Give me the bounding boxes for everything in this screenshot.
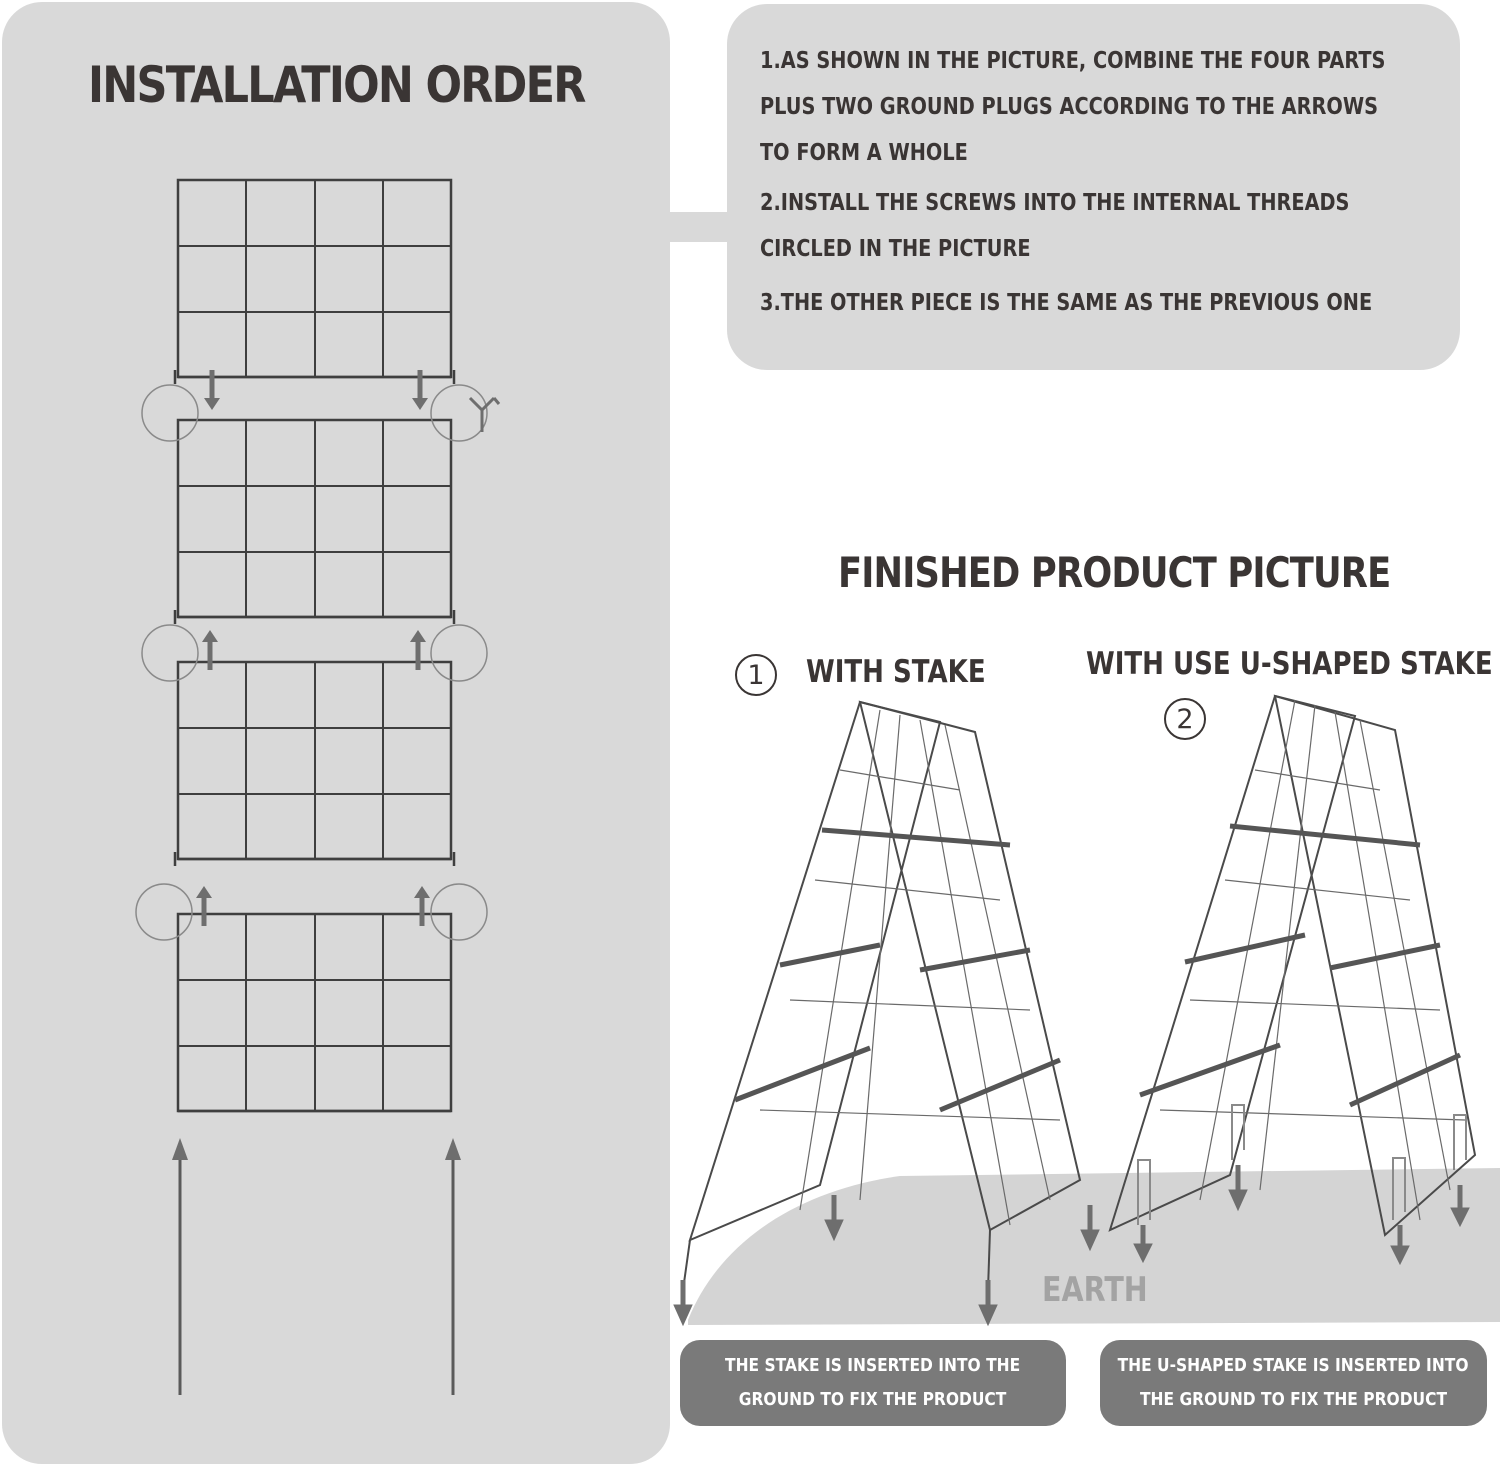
installation-title: INSTALLATION ORDER [88,56,585,114]
option-2-label: WITH USE U-SHAPED STAKE [1086,646,1493,682]
earth-label: EARTH [1042,1270,1148,1310]
option-1-number: 1 [735,654,777,696]
instruction-line: PLUS TWO GROUND PLUGS ACCORDING TO THE ARROWS [760,94,1379,120]
instruction-line: 2.INSTALL THE SCREWS INTO THE INTERNAL THREADS [760,190,1350,216]
caption-line: THE GROUND TO FIX THE PRODUCT [1139,1389,1448,1410]
caption-line: GROUND TO FIX THE PRODUCT [739,1389,1007,1410]
option-2-number: 2 [1164,698,1206,740]
finished-product-title: FINISHED PRODUCT PICTURE [838,548,1391,597]
ushaped-caption [1100,1340,1487,1426]
caption-line: THE U-SHAPED STAKE IS INSERTED INTO [1118,1355,1469,1376]
instruction-line: TO FORM A WHOLE [760,140,968,166]
instruction-line: 1.AS SHOWN IN THE PICTURE, COMBINE THE FOUR PARTS [760,48,1386,74]
caption-line: THE STAKE IS INSERTED INTO THE [725,1355,1021,1376]
instruction-line: 3.THE OTHER PIECE IS THE SAME AS THE PREVIOUS ONE [760,290,1373,316]
option-1-label: WITH STAKE [806,654,986,690]
stake-caption [680,1340,1066,1426]
trellis-2 [1110,696,1475,1235]
instruction-line: CIRCLED IN THE PICTURE [760,236,1031,262]
